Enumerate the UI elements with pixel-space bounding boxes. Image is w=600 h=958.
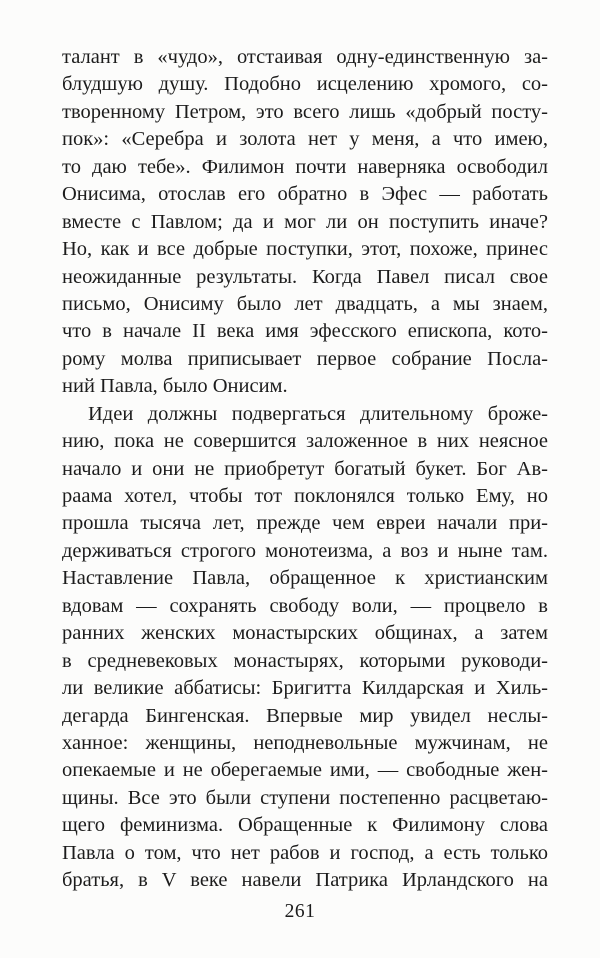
text-line: то даю тебе». Филимон почти наверняка освободил (62, 155, 548, 178)
text-line: неожиданные результаты. Когда Павел писал свое (62, 265, 548, 288)
text-line: ханное: женщины, неподневольные мужчинам, не (62, 731, 548, 754)
text-line: щины. Все это были ступени постепенно расцветаю- (62, 786, 548, 809)
text-line: начало и они не приобретут богатый букет. Бог Ав- (62, 457, 548, 480)
text-line: письмо, Онисиму было лет двадцать, а мы знаем, (62, 292, 548, 315)
text-line: дегарда Бингенская. Впервые мир увидел неслы- (62, 704, 548, 727)
text-line: блудшую душу. Подобно исцелению хромого, со- (62, 73, 548, 96)
text-line: щего феминизма. Обращенные к Филимону слова (62, 814, 548, 837)
text-line: нию, пока не совершится заложенное в них неясное (62, 430, 548, 453)
text-line: ний Павла, было Онисим. (62, 375, 288, 398)
text-line: пок»: «Серебра и золота нет у меня, а что имею, (62, 128, 548, 151)
text-line: ли великие аббатисы: Бригитта Килдарская и Хиль- (62, 677, 548, 700)
text-line: Онисима, отослав его обратно в Эфес — работать (62, 183, 548, 206)
text-line: вдовам — сохранять свободу воли, — процвело в (62, 594, 548, 617)
text-line: талант в «чудо», отстаивая одну-единственную за- (62, 46, 548, 68)
text-line: что в начале II века имя эфесского епископа, кото- (62, 320, 548, 343)
text-line: Павла о том, что нет рабов и господ, а есть только (62, 841, 548, 864)
page-text (62, 44, 548, 895)
text-line: братья, в V веке навели Патрика Ирландского на (62, 869, 548, 892)
page-number: 261 (284, 901, 316, 922)
text-line: держиваться строгого монотеизма, а воз и ныне там. (62, 539, 548, 562)
text-line: Идеи должны подвергаться длительному броже- (88, 402, 548, 425)
text-line: опекаемые и не оберегаемые ими, — свободные жен- (62, 759, 548, 782)
text-line: вместе с Павлом; да и мог ли он поступить иначе? (62, 210, 548, 233)
text-line: раама хотел, чтобы тот поклонялся только Ему, но (62, 485, 548, 507)
text-line: Наставление Павла, обращенное к христианским (62, 567, 548, 590)
text-line: рому молва приписывает первое собрание Посла- (62, 347, 548, 370)
text-line: прошла тысяча лет, прежде чем евреи начали при- (62, 512, 548, 535)
text-line: творенному Петром, это всего лишь «добрый посту- (62, 100, 548, 123)
text-line: ранних женских монастырских общинах, а затем (62, 622, 548, 645)
text-line: Но, как и все добрые поступки, этот, похоже, принес (62, 238, 548, 261)
text-line: в средневековых монастырях, которыми руководи- (62, 649, 548, 672)
